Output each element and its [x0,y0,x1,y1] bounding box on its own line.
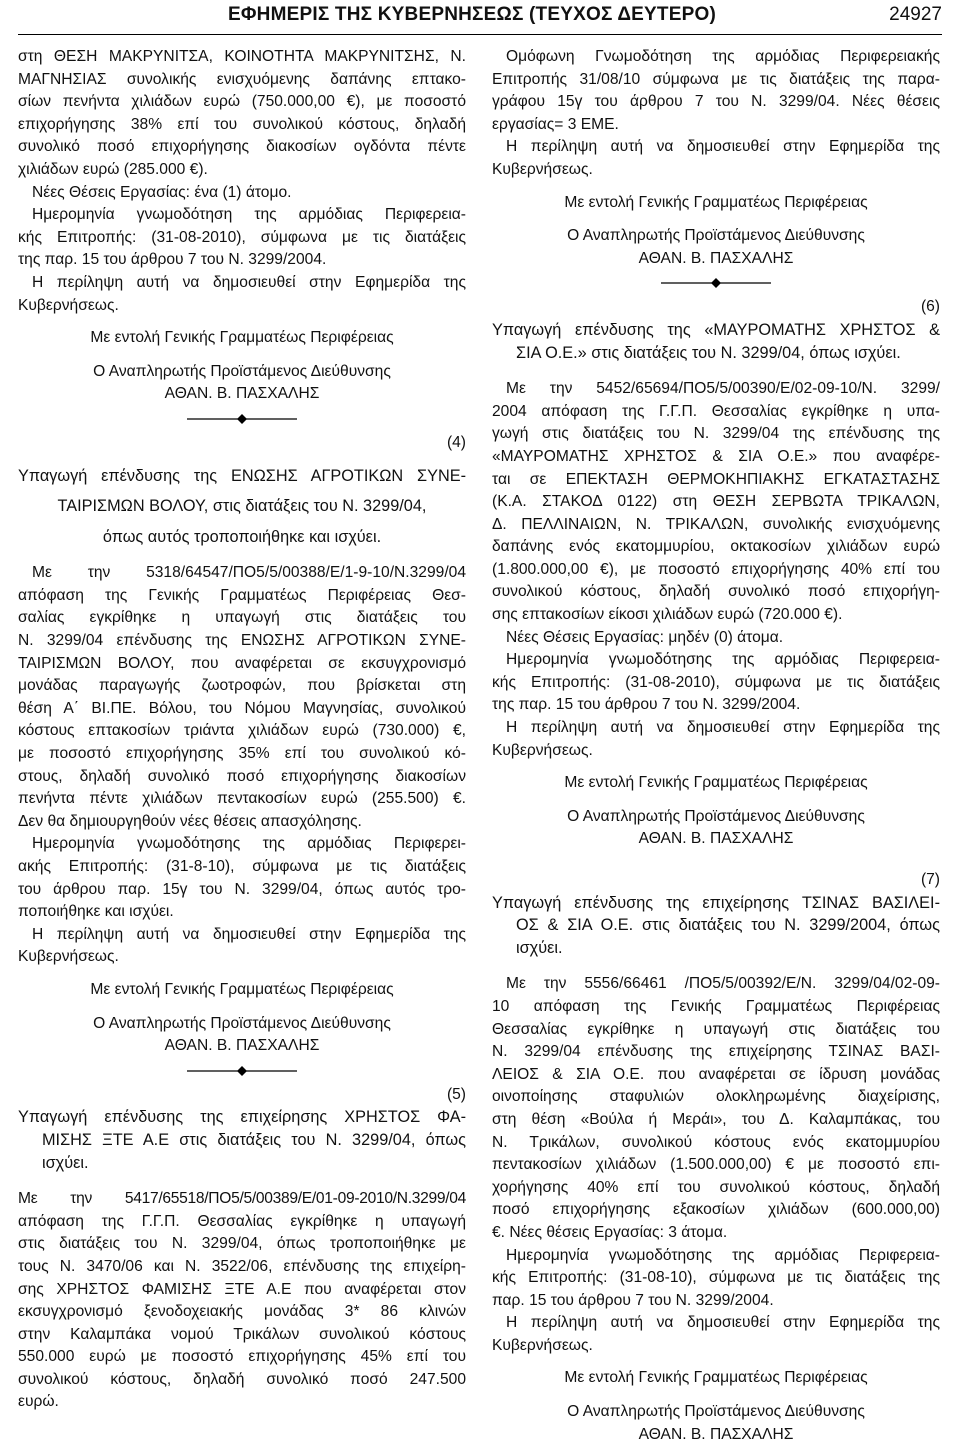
text-line: «ΜΑΥΡΟΜΑΤΗΣ ΧΡΗΣΤΟΣ & ΣΙΑ Ο.Ε.» που αναφέρε- [492,447,940,465]
text-line: Κυβερνήσεως. [18,948,119,966]
signature-name: ΑΘΑΝ. Β. ΠΑΣΧΑΛΗΣ [164,385,320,403]
publish-paragraph [18,272,466,317]
publish-paragraph [18,924,466,969]
text-line: Θεσσαλίας εγκρίθηκε η υπαγωγή στις διατάξεις του [492,1020,940,1038]
section-title [492,892,940,960]
signature-line: Ο Αναπληρωτής Προϊστάμενος Διεύθυνσης [567,807,865,825]
decision-paragraph [18,562,466,811]
page-number: 24927 [889,4,942,25]
text-line: Ημερομηνία γνωμοδότησης της αρμόδιας Περιφερεια- [506,651,940,669]
text-line: Υπαγωγή επένδυσης της ΕΝΩΣΗΣ ΑΓΡΟΤΙΚΩΝ ΣΥΝΕ- [18,466,466,485]
text-line: (1.800.000,00 €), με ποσοστό επιχορήγησης 40% επί του [492,560,940,578]
text-line: Ν. Τρικάλων, συνολικού κόστους ενός εκατομμυρίου [492,1133,940,1151]
text-line: συνολικού κόστους, δηλαδή συνολικό ποσό 247.500 [18,1370,466,1388]
text-line: Υπαγωγή επένδυσης της επιχείρησης ΧΡΗΣΤΟΣ ΦΑ- [18,1108,466,1127]
page-header [18,2,942,35]
text-line: 550.000 ευρώ με ποσοστό επιχορήγησης 45% επί του [18,1348,466,1366]
text-line: ποποιήθηκε και ισχύει. [18,903,174,921]
text-line: (Κ.Α. ΣΤΑΚΟΔ 0122) στη ΘΕΣΗ ΣΕΡΒΩΤΑ ΤΡΙΚΑΛΩΝ, [492,493,940,511]
text-line: 10 απόφαση της Γενικής Γραμματέως Περιφέρειας [492,997,940,1015]
text-line: της παρ. 15 του άρθρου 7 του Ν. 3299/2004. [492,696,801,714]
text-line: Υπαγωγή επένδυσης της «ΜΑΥΡΟΜΑΤΗΣ ΧΡΗΣΤΟΣ & [492,320,940,339]
text-line: ισχύει. [42,1153,89,1172]
text-line: Η περίληψη αυτή να δημοσιευθεί στην Εφημερίδα της [32,273,466,291]
text-line: ποσό επιχορήγησης εξακοσίων χιλιάδων (600.000,00) [492,1201,940,1219]
text-line: Δ. ΠΕΛΛΙΝΑΙΩΝ, Ν. ΤΡΙΚΑΛΩΝ, συνολικής ενισχυόμενης [492,515,940,533]
text-line: ΟΣ & ΣΙΑ Ο.Ε. στις διατάξεις του Ν. 3299/2004, όπως [516,916,940,935]
separator-diamond-icon [661,278,771,288]
text-line: Επιτροπής 31/08/10 σύμφωνα με τις διατάξεις της παρα- [492,70,940,88]
text-line: παρ. 15 του άρθρου 7 του Ν. 3299/2004. [492,1291,774,1309]
text-line: στις διατάξεις του Ν. 3299/04, όπως τροποποιήθηκε με [18,1235,466,1253]
text-line: ΜΙΣΗΣ ΞΤΕ Α.Ε στις διατάξεις του Ν. 3299/04, όπως [42,1130,466,1149]
signature-line: Ο Αναπληρωτής Προϊστάμενος Διεύθυνσης [93,1014,391,1032]
signature-line: Με εντολή Γενικής Γραμματέως Περιφέρειας [90,329,394,347]
opinion-date-paragraph [18,204,466,272]
text-line: Ημερομηνία γνωμοδότηση της αρμόδιας Περιφερεια- [32,206,466,224]
text-line: θέση Α΄ ΒΙ.ΠΕ. Βόλου, του Νόμου Μαγνησίας, συνολικού [18,699,466,717]
text-line: Ημερομηνία γνωμοδότησης της αρμόδιας Περιφερεια- [506,1246,940,1264]
text-line: απόφαση της Γενικής Γραμματέως Περιφέρειας Θεσ- [18,586,466,604]
text-line: Υπαγωγή επένδυσης της επιχείρησης ΤΣΙΝΑΣ ΒΑΣΙΛΕΙ- [492,893,940,912]
text-line: του άρθρου παρ. 15γ του Ν. 3299/04, όπως αυτός τρο- [18,880,466,898]
text-line: Κυβερνήσεως. [492,741,593,759]
publish-paragraph [492,1312,940,1357]
text-line: Η περίληψη αυτή να δημοσιευθεί στην Εφημερίδα της [506,719,940,737]
text-line: Ομόφωνη Γνωμοδότηση της αρμόδιας Περιφερειακής [506,48,940,65]
text-line: σης επτακοσίων είκοσι χιλιάδων ευρώ (720.000 €). [492,606,843,624]
text-line: δαπάνης ενός εκατομμυρίου, οκτακοσίων χιλιάδων ευρώ [492,538,940,556]
text-line: Ν. 3299/04 επένδυσης της επιχείρησης ΤΣΙΝΑΣ ΒΑΣΙ- [492,1043,940,1061]
text-line: γράφου 15γ του άρθρου 7 του Ν. 3299/04. Νέες θέσεις [492,93,940,111]
intro-paragraph [18,46,466,182]
opinion-date-paragraph [492,1245,940,1313]
text-line: ΤΑΙΡΙΣΜΩΝ ΒΟΛΟΥ, στις διατάξεις του Ν. 3299/04, [57,497,427,516]
text-line: Με την 5318/64547/ΠΟ5/5/00388/Ε/1-9-10/Ν.3299/04 [32,564,466,582]
jobs-text: Δεν θα δημιουργηθούν νέες θέσεις απασχόλησης. [18,812,362,830]
left-column [18,46,466,1414]
decision-paragraph [492,973,940,1244]
decision-paragraph [18,1188,466,1414]
publish-paragraph [492,717,940,762]
text-line: Κυβερνήσεως. [18,296,119,314]
text-line: οινοποίησης σταφυλιών ολοκληρωμένης διαχείρισης, [492,1088,940,1106]
text-line: συνολικού κόστους, δηλαδή συνολικό ποσό επιχορήγη- [492,583,940,601]
signature-block [18,979,466,1058]
text-line: γωγή στις διατάξεις του Ν. 3299/04 της επένδυσης της [492,425,940,443]
text-line: κής Επιτροπής: (31-08-2010), σύμφωνα με τις διατάξεις [18,228,466,246]
text-line: Ν. 3299/04 επένδυσης της ΕΝΩΣΗΣ ΑΓΡΟΤΙΚΩΝ ΣΥΝΕ- [18,632,466,650]
text-line: ακής Επιτροπής: (31-8-10), σύμφωνα με τις διατάξεις [18,858,466,875]
signature-block [492,1367,940,1446]
text-line: σαλίας εγκρίθηκε η υπαγωγή στις διατάξεις του [18,609,466,627]
text-line: στους, δηλαδή συνολικό ποσό επιχορήγησης διακοσίων [18,767,466,785]
signature-name: ΑΘΑΝ. Β. ΠΑΣΧΑΛΗΣ [638,249,794,267]
text-line: τους Ν. 3470/06 και Ν. 3522/06, επένδυσης της επιχείρη- [18,1257,466,1275]
text-line: με ποσοστό επιχορήγησης 35% επί του συνολικού κό- [18,745,466,763]
text-line: ται σε ΕΠΕΚΤΑΣΗ ΘΕΡΜΟΚΗΠΙΑΚΗΣ ΕΓΚΑΤΑΣΤΑΣΗΣ [492,470,940,488]
jobs-text: Νέες Θέσεις Εργασίας: μηδέν (0) άτομα. [506,628,784,646]
signature-name: ΑΘΑΝ. Β. ΠΑΣΧΑΛΗΣ [638,830,794,848]
section-title [18,465,466,549]
text-line: συνολικό ποσό επιχορήγησης διακοσίων ογδόντα πέντε [18,138,466,156]
text-line: σίων πενήντα χιλιάδων ευρώ (750.000,00 €), με ποσοστό [18,93,466,111]
jobs-text: Νέες Θέσεις Εργασίας: ένα (1) άτομο. [32,183,292,201]
text-line: χορήγησης 40% επί του συνολικού κόστους, δηλαδή [492,1178,940,1196]
text-line: ΛΕΙΟΣ & ΣΙΑ Ο.Ε. που αναφέρεται σε ίδρυση μονάδας [492,1065,940,1083]
signature-line: Με εντολή Γενικής Γραμματέως Περιφέρειας [564,1369,868,1387]
text-line: όπως αυτός τροποποιήθηκε και ισχύει. [102,527,382,546]
signature-line: Με εντολή Γενικής Γραμματέως Περιφέρειας [564,193,868,211]
section-number: (4) [446,433,466,451]
text-line: κής Επιτροπής: (31-08-2010), σύμφωνα με τις διατάξεις [492,673,940,691]
text-line: Η περίληψη αυτή να δημοσιευθεί στην Εφημερίδα της [506,138,940,156]
publish-paragraph [492,136,940,181]
text-line: χιλιάδων ευρώ (285.000 €). [18,160,208,178]
text-line: Με την 5556/66461 /ΠΟ5/5/00392/Ε/Ν. 3299/04/02-09- [506,975,940,993]
section-number: (7) [920,871,940,888]
text-line: σης ΧΡΗΣΤΟΣ ΦΑΜΙΣΗΣ ΞΤΕ Α.Ε που αναφέρεται στον [18,1280,466,1298]
text-line: κής Επιτροπής: (31-08-10), σύμφωνα με τις διατάξεις της [492,1269,940,1287]
text-line: της παρ. 15 του άρθρου 7 του Ν. 3299/2004. [18,251,327,269]
signature-line: Ο Αναπληρωτής Προϊστάμενος Διεύθυνσης [93,362,391,380]
text-line: ευρώ. [18,1393,59,1411]
text-line: Κυβερνήσεως. [492,160,593,178]
signature-name: ΑΘΑΝ. Β. ΠΑΣΧΑΛΗΣ [638,1425,794,1443]
section-title [492,319,940,364]
text-line: Η περίληψη αυτή να δημοσιευθεί στην Εφημερίδα της [506,1314,940,1332]
signature-line: Ο Αναπληρωτής Προϊστάμενος Διεύθυνσης [567,227,865,245]
text-line: Η περίληψη αυτή να δημοσιευθεί στην Εφημερίδα της [32,925,466,943]
gazette-title: ΕΦΗΜΕΡΙΣ ΤΗΣ ΚΥΒΕΡΝΗΣΕΩΣ (ΤΕΥΧΟΣ ΔΕΥΤΕΡΟ) [228,4,716,25]
signature-line: Ο Αναπληρωτής Προϊστάμενος Διεύθυνσης [567,1403,865,1421]
text-line: απόφαση της Γ.Γ.Π. Θεσσαλίας εγκρίθηκε η υπαγωγή [18,1212,466,1230]
signature-line: Με εντολή Γενικής Γραμματέως Περιφέρειας [90,980,394,998]
signature-name: ΑΘΑΝ. Β. ΠΑΣΧΑΛΗΣ [164,1037,320,1055]
text-line: ΣΙΑ Ο.Ε.» στις διατάξεις του Ν. 3299/04, όπως ισχύει. [516,343,901,362]
text-line: κόστους επτακοσίων τριάντα χιλιάδων ευρώ (730.000) €, [18,722,466,740]
text-line: ισχύει. [516,938,563,957]
text-line: Κυβερνήσεως. [492,1336,593,1354]
text-line: επιχορήγησης 38% επί του συνολικού κόστους, δηλαδή [18,115,466,133]
signature-line: Με εντολή Γενικής Γραμματέως Περιφέρειας [564,774,868,792]
text-line: μονάδας παραγωγής ζωοτροφών, που βρίσκεται στη [18,677,466,695]
decision-paragraph [492,378,940,627]
opinion-date-paragraph [18,833,466,923]
text-line: πεντακοσίων χιλιάδων (1.500.000,00) € με ποσοστό επι- [492,1156,940,1174]
text-line: 2004 απόφαση της Γ.Γ.Π. Θεσσαλίας εγκρίθηκε η υπα- [492,402,940,420]
text-line: στη θέση «Βούλα ή Μεράι», του Δ. Καλαμπάκας, του [492,1110,940,1128]
text-line: Με την 5452/65694/ΠΟ5/5/00390/Ε/02-09-10/Ν. 3299/ [506,380,940,398]
section-number: (5) [446,1085,466,1103]
separator-diamond-icon [187,1066,297,1076]
text-line: ΜΑΓΝΗΣΙΑΣ συνολικής ενισχυόμενης δαπάνης επτακο- [18,70,466,88]
text-line: στην Καλαμπάκα νομού Τρικάλων συνολικού κόστους [18,1325,466,1343]
signature-block [492,192,940,271]
text-line: Ημερομηνία γνωμοδότησης της αρμόδιας Περιφερει- [32,835,466,853]
text-line: στη ΘΕΣΗ ΜΑΚΡΥΝΙΤΣΑ, ΚΟΙΝΟΤΗΤΑ ΜΑΚΡΥΝΙΤΣΗΣ, Ν. [18,48,466,65]
signature-block [18,327,466,406]
signature-block [492,772,940,851]
text-line: €. Νέες θέσεις Εργασίας: 3 άτομα. [492,1223,728,1241]
section-number: (6) [920,298,940,316]
opinion-date-paragraph [492,649,940,717]
text-line: Με την 5417/65518/ΠΟ5/5/00389/Ε/01-09-2010/Ν.3299/04 [18,1190,466,1208]
text-line: εκσυγχρονισμό ξενοδοχειακής μονάδας 3* 86 κλινών [18,1303,466,1321]
text-line: εργασίας= 3 ΕΜΕ. [492,115,619,133]
section-title [18,1106,466,1174]
text-line: ΤΑΙΡΙΣΜΩΝ ΒΟΛΟΥ, που αναφέρεται σε εκσυγχρονισμό [18,654,466,672]
right-column [492,46,940,1446]
separator-diamond-icon [187,414,297,424]
text-line: πενήντα πέντε χιλιάδων πεντακοσίων ευρώ (255.500) €. [18,790,466,808]
intro-paragraph [492,46,940,136]
